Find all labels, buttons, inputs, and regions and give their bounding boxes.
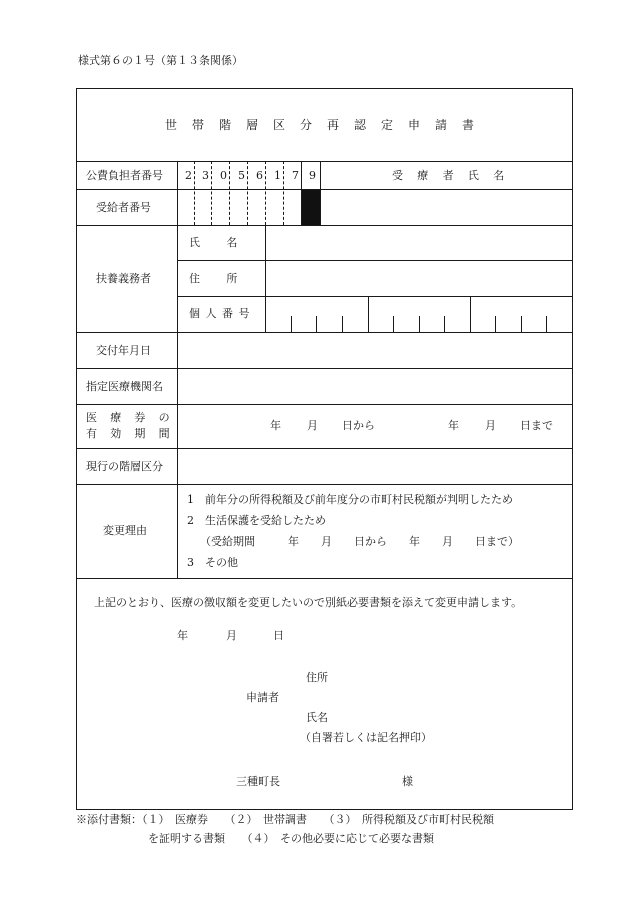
date-year: 年: [177, 629, 188, 642]
issue-date-label: 交付年月日: [96, 344, 151, 357]
attachments-line-1: ※添付書類：（１） 医療券 （２） 世帯調書 （３） 所得税額及び市町村民税額: [76, 813, 494, 826]
payer-digit: 9: [309, 169, 316, 182]
validity-year-2: 年: [448, 419, 459, 432]
form-title: 世帯階層区分再認定申請書: [165, 118, 490, 132]
payer-digit: 5: [238, 169, 245, 182]
applicant-label: 申請者: [246, 691, 279, 704]
supporter-label: 扶養義務者: [96, 272, 151, 285]
check-digit-box: [302, 190, 320, 225]
reason-item: 3 その他: [187, 556, 238, 569]
validity-until: 日まで: [520, 419, 553, 432]
reason-item: 1 前年分の所得税額及び前年度分の市町村民税額が判明したため: [187, 493, 513, 506]
patient-name-label: 受療者氏名: [392, 169, 519, 182]
honorific: 様: [402, 775, 413, 788]
validity-month-1: 月: [307, 419, 318, 432]
declaration-statement: 上記のとおり、医療の徴収額を変更したいので別紙必要書類を添えて変更申請します。: [94, 596, 523, 609]
supporter-name-label: 氏名: [189, 236, 264, 249]
public-payer-label: 公費負担者番号: [86, 169, 163, 182]
reason-item: 2 生活保護を受給したため: [187, 514, 326, 527]
date-day: 日: [273, 629, 284, 642]
mayor-label: 三種町長: [236, 775, 280, 788]
validity-label-1: 医療券の: [86, 411, 183, 424]
validity-year-1: 年: [270, 419, 281, 432]
name-label: 氏名: [306, 711, 328, 724]
recipient-number-label: 受給者番号: [96, 201, 151, 214]
signature-note: （自署若しくは記名押印）: [300, 731, 432, 744]
form-frame: [76, 88, 573, 810]
supporter-address-label: 住所: [189, 272, 264, 285]
validity-from: 日から: [342, 419, 375, 432]
payer-digit: 1: [274, 169, 281, 182]
attachments-line-2: を証明する書類 （４） その他必要に応じて必要な書類: [148, 832, 434, 845]
payer-digit: 3: [202, 169, 209, 182]
payer-digit: 0: [220, 169, 227, 182]
address-label: 住所: [306, 671, 328, 684]
reason-item: （受給期間 年 月 日から 年 月 日まで）: [200, 535, 519, 548]
institution-label: 指定医療機関名: [86, 380, 163, 393]
date-month: 月: [226, 629, 237, 642]
form-number: 様式第６の１号（第１３条関係）: [78, 54, 243, 67]
payer-digit: 7: [292, 169, 299, 182]
reason-label: 変更理由: [103, 524, 147, 537]
supporter-mynumber-label: 個人番号: [189, 307, 255, 320]
payer-digit: 6: [256, 169, 263, 182]
payer-digit: 2: [185, 169, 192, 182]
current-class-label: 現行の階層区分: [86, 460, 163, 473]
validity-label-2: 有効期間: [86, 427, 183, 440]
validity-month-2: 月: [485, 419, 496, 432]
